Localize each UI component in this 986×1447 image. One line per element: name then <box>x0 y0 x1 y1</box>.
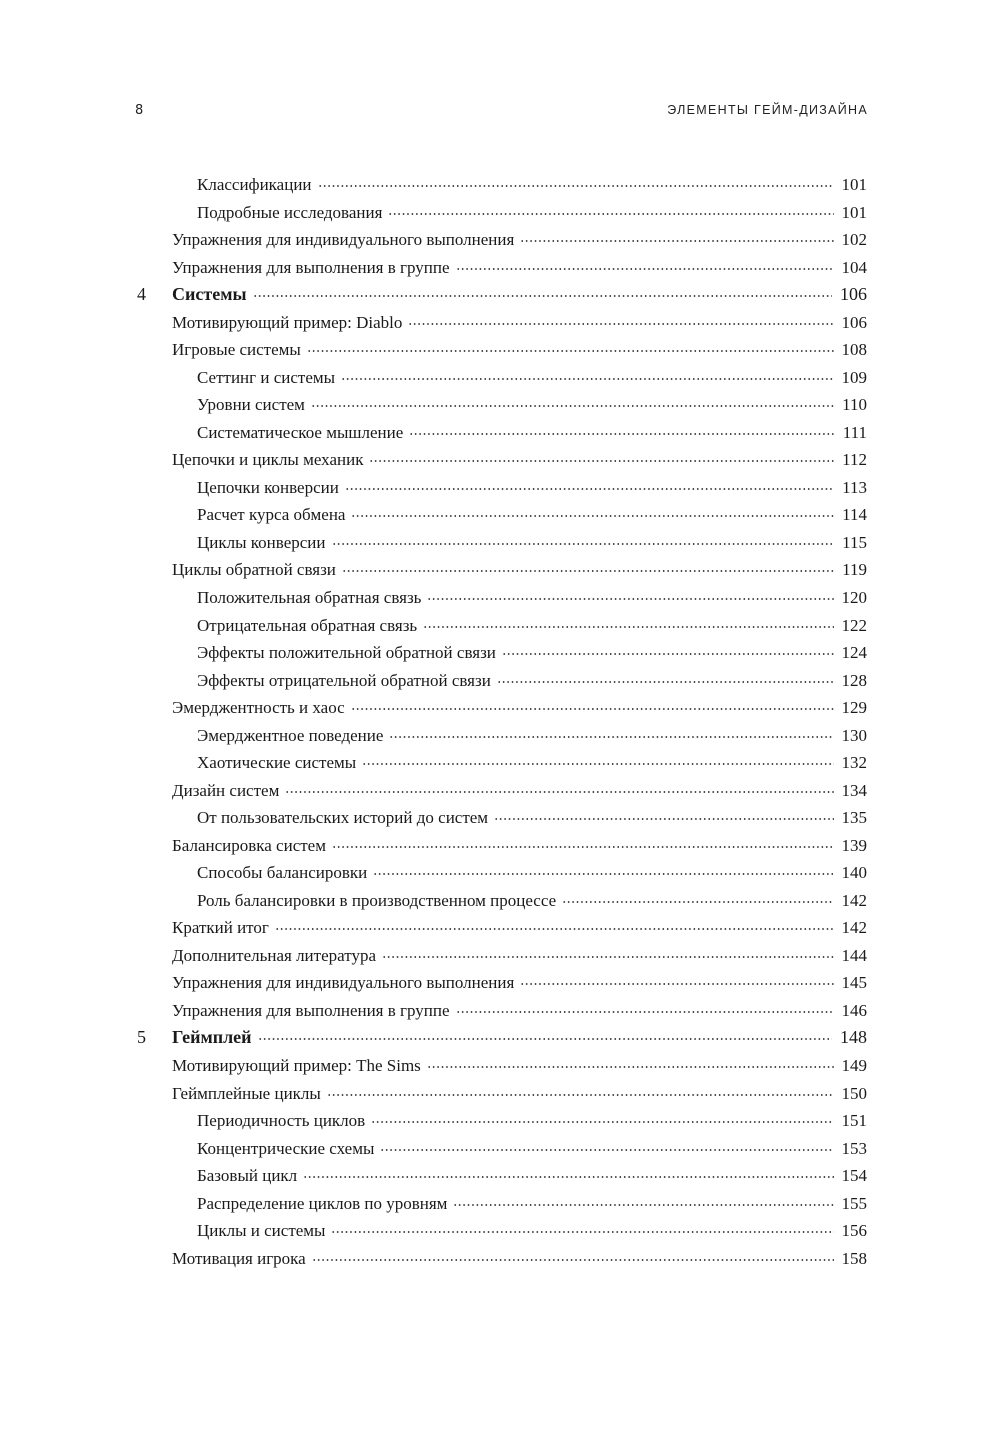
dot-leader <box>342 570 834 572</box>
dot-leader <box>311 405 834 407</box>
toc-entry[interactable] <box>137 419 867 447</box>
chapter-number: 4 <box>137 284 146 305</box>
entry-page: 114 <box>842 505 867 525</box>
entry-title: Уровни систем <box>197 395 305 415</box>
dot-leader <box>369 460 834 462</box>
entry-page: 130 <box>841 725 867 745</box>
dot-leader <box>253 295 832 297</box>
dot-leader <box>380 1149 833 1151</box>
entry-title: Дизайн систем <box>172 780 280 800</box>
entry-page: 104 <box>841 257 867 277</box>
toc-entry[interactable] <box>137 1162 867 1190</box>
entry-page: 102 <box>841 230 867 250</box>
entry-page: 154 <box>841 1166 867 1186</box>
toc-entry[interactable] <box>137 914 867 942</box>
toc-entry[interactable] <box>137 556 867 584</box>
dot-leader <box>494 818 833 820</box>
dot-leader <box>318 185 834 187</box>
dot-leader <box>408 323 833 325</box>
entry-title: Мотивация игрока <box>172 1248 306 1268</box>
toc-entry[interactable] <box>137 832 867 860</box>
entry-page: 155 <box>841 1193 867 1213</box>
entry-page: 142 <box>841 918 867 938</box>
toc-entry[interactable] <box>137 722 867 750</box>
toc-entry[interactable] <box>137 969 867 997</box>
toc-entry[interactable] <box>137 997 867 1025</box>
entry-title: Сеттинг и системы <box>197 367 336 387</box>
dot-leader <box>388 213 833 215</box>
chapter-number: 5 <box>137 1027 146 1048</box>
dot-leader <box>520 240 833 242</box>
entry-title: Мотивирующий пример: Diablo <box>172 312 403 332</box>
dot-leader <box>373 873 833 875</box>
entry-page: 134 <box>841 780 867 800</box>
entry-page: 135 <box>841 808 867 828</box>
dot-leader <box>371 1121 833 1123</box>
entry-page: 109 <box>841 367 867 387</box>
dot-leader <box>327 1094 834 1096</box>
toc-entry[interactable] <box>137 501 867 529</box>
entry-title: Эмерджентное поведение <box>197 725 384 745</box>
toc-entry[interactable] <box>137 1217 867 1245</box>
entry-page: 108 <box>841 340 867 360</box>
dot-leader <box>520 983 833 985</box>
dot-leader <box>312 1259 834 1261</box>
dot-leader <box>427 1066 834 1068</box>
running-title: ЭЛЕМЕНТЫ ГЕЙМ-ДИЗАЙНА <box>667 103 868 117</box>
dot-leader <box>502 653 834 655</box>
entry-title: Подробные исследования <box>197 202 383 222</box>
toc-entry[interactable] <box>137 226 867 254</box>
entry-title: Систематическое мышление <box>197 422 404 442</box>
toc-entry[interactable] <box>137 777 867 805</box>
entry-page: 101 <box>841 175 867 194</box>
dot-leader <box>332 543 835 545</box>
entry-title: Концентрические схемы <box>197 1138 375 1158</box>
entry-page: 156 <box>841 1221 867 1241</box>
dot-leader <box>453 1204 833 1206</box>
entry-title: Системы <box>172 284 247 305</box>
entry-title: Краткий итог <box>172 918 269 938</box>
dot-leader <box>562 901 833 903</box>
entry-page: 153 <box>841 1138 867 1158</box>
toc-entry[interactable] <box>137 1080 867 1108</box>
entry-title: Отрицательная обратная связь <box>197 615 418 635</box>
toc-entry[interactable] <box>137 336 867 364</box>
toc-entry[interactable] <box>137 887 867 915</box>
entry-page: 148 <box>840 1027 867 1048</box>
toc-entry[interactable] <box>137 942 867 970</box>
entry-page: 110 <box>842 395 867 415</box>
toc-entry[interactable] <box>137 1107 867 1135</box>
entry-title: Упражнения для выполнения в группе <box>172 257 450 277</box>
dot-leader <box>382 956 834 958</box>
entry-title: Цепочки и циклы механик <box>172 450 364 470</box>
toc-entry[interactable] <box>137 391 867 419</box>
entry-page: 101 <box>841 202 867 222</box>
entry-page: 140 <box>841 863 867 883</box>
toc-entry[interactable] <box>137 199 867 227</box>
entry-title: Циклы и системы <box>197 1221 326 1241</box>
entry-title: Геймплей <box>172 1027 252 1048</box>
toc-entry[interactable] <box>137 1190 867 1218</box>
dot-leader <box>307 350 834 352</box>
toc-chapter[interactable] <box>137 281 867 309</box>
toc-entry[interactable] <box>137 667 867 695</box>
entry-title: Цепочки конверсии <box>197 477 339 497</box>
entry-page: 149 <box>841 1056 867 1075</box>
dot-leader <box>456 1011 834 1013</box>
toc-entry[interactable] <box>137 694 867 722</box>
dot-leader <box>341 378 833 380</box>
toc-entry[interactable] <box>137 612 867 640</box>
entry-page: 150 <box>841 1083 867 1103</box>
toc-entry[interactable] <box>137 364 867 392</box>
entry-page: 142 <box>841 890 867 910</box>
entry-title: Упражнения для индивидуального выполнения <box>172 230 515 250</box>
dot-leader <box>409 433 835 435</box>
entry-title: Положительная обратная связь <box>197 587 422 607</box>
entry-page: 106 <box>840 284 867 305</box>
entry-title: От пользовательских историй до систем <box>197 808 489 828</box>
entry-page: 111 <box>842 422 867 442</box>
entry-title: Циклы обратной связи <box>172 560 336 580</box>
entry-title: Хаотические системы <box>197 753 357 773</box>
entry-title: Базовый цикл <box>197 1166 298 1186</box>
entry-title: Дополнительная литература <box>172 945 376 965</box>
dot-leader <box>332 846 834 848</box>
dot-leader <box>275 928 834 930</box>
toc-entry[interactable] <box>137 1245 867 1273</box>
entry-page: 146 <box>841 1000 867 1020</box>
entry-title: Эмерджентность и хаос <box>172 698 345 718</box>
entry-page: 144 <box>841 945 867 965</box>
dot-leader <box>456 268 834 270</box>
toc-entry[interactable] <box>137 171 867 199</box>
entry-title: Способы балансировки <box>197 863 368 883</box>
entry-title: Упражнения для индивидуального выполнения <box>172 973 515 993</box>
entry-page: 151 <box>841 1111 867 1131</box>
dot-leader <box>351 708 834 710</box>
dot-leader <box>331 1231 833 1233</box>
dot-leader <box>423 626 833 628</box>
entry-page: 132 <box>841 753 867 773</box>
toc-entry[interactable] <box>137 309 867 337</box>
toc-entry[interactable] <box>137 749 867 777</box>
toc-entry[interactable] <box>137 1052 867 1080</box>
dot-leader <box>427 598 833 600</box>
toc-entry[interactable] <box>137 804 867 832</box>
table-of-contents <box>137 171 867 1272</box>
toc-entry[interactable] <box>137 254 867 282</box>
entry-page: 129 <box>841 698 867 718</box>
toc-entry[interactable] <box>137 1135 867 1163</box>
entry-page: 124 <box>841 643 867 663</box>
toc-entry[interactable] <box>137 639 867 667</box>
entry-title: Игровые системы <box>172 340 301 360</box>
entry-page: 120 <box>841 587 867 607</box>
entry-page: 112 <box>842 450 867 470</box>
entry-title: Упражнения для выполнения в группе <box>172 1000 450 1020</box>
dot-leader <box>345 488 834 490</box>
entry-page: 145 <box>841 973 867 993</box>
dot-leader <box>303 1176 833 1178</box>
entry-title: Эффекты положительной обратной связи <box>197 643 496 663</box>
toc-entry[interactable] <box>137 474 867 502</box>
dot-leader <box>258 1038 832 1040</box>
entry-title: Роль балансировки в производственном процессе <box>197 890 557 910</box>
toc-chapter[interactable] <box>137 1024 867 1052</box>
entry-title: Мотивирующий пример: The Sims <box>172 1056 421 1075</box>
entry-page: 106 <box>841 312 867 332</box>
entry-title: Периодичность циклов <box>197 1111 366 1131</box>
entry-title: Распределение циклов по уровням <box>197 1193 448 1213</box>
entry-page: 139 <box>841 835 867 855</box>
entry-title: Классификации <box>197 175 312 194</box>
entry-page: 122 <box>841 615 867 635</box>
entry-title: Расчет курса обмена <box>197 505 346 525</box>
dot-leader <box>362 763 833 765</box>
entry-page: 119 <box>842 560 867 580</box>
dot-leader <box>389 736 833 738</box>
toc-entry[interactable] <box>137 859 867 887</box>
dot-leader <box>351 515 834 517</box>
entry-title: Эффекты отрицательной обратной связи <box>197 670 491 690</box>
entry-page: 158 <box>841 1248 867 1268</box>
toc-entry[interactable] <box>137 584 867 612</box>
toc-entry[interactable] <box>137 529 867 557</box>
toc-entry[interactable] <box>137 446 867 474</box>
entry-title: Циклы конверсии <box>197 532 326 552</box>
entry-page: 113 <box>842 477 867 497</box>
entry-title: Балансировка систем <box>172 835 326 855</box>
entry-title: Геймплейные циклы <box>172 1083 321 1103</box>
dot-leader <box>285 791 833 793</box>
entry-page: 115 <box>842 532 867 552</box>
entry-page: 128 <box>841 670 867 690</box>
page-number: 8 <box>135 103 144 118</box>
dot-leader <box>497 681 834 683</box>
